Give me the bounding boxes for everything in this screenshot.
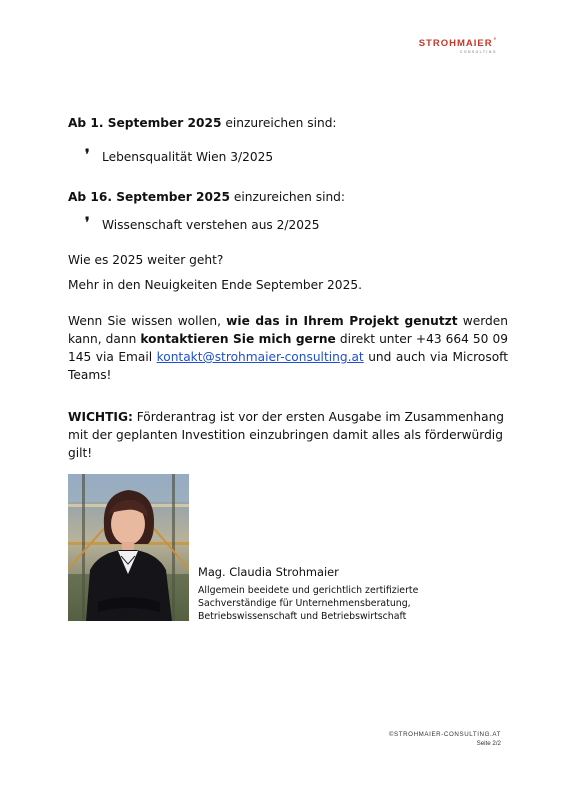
footer-website: ©STROHMAIER-CONSULTING.AT [388, 731, 501, 738]
bullet-icon: ❜ [85, 215, 90, 231]
signature-title-line-1: Allgemein beeidete und gerichtlich zertifizierte [198, 585, 419, 596]
letter-body [68, 114, 508, 462]
outlook-question: Wie es 2025 weiter geht? [68, 253, 224, 267]
deadline-heading-2: Ab 16. September 2025 einzureichen sind: [68, 190, 346, 204]
contact-paragraph: Wenn Sie wissen wollen, wie das in Ihrem Projekt genutzt werden kann, dann kontaktieren Sie mich gerne direkt unter +43 664 50 09 145 via Email kontakt@strohmaier-consulting.at und auch via Microsoft Teams! [68, 314, 509, 382]
deadline-heading-1: Ab 1. September 2025 einzureichen sind: [68, 116, 337, 130]
page-footer [389, 731, 501, 747]
logo-text: STROHMAIER [418, 38, 493, 50]
warning-paragraph: WICHTIG: Förderantrag ist vor der ersten Ausgabe im Zusammenhang mit der geplanten Investition einzubringen damit alles als förderwürdig gilt! [68, 410, 505, 460]
signature-title-line-3: Betriebswissenschaft und Betriebswirtschaft [198, 611, 407, 622]
outlook-answer: Mehr in den Neuigkeiten Ende September 2025. [68, 278, 362, 292]
company-logo [419, 38, 497, 54]
warning-label: WICHTIG: [68, 410, 133, 424]
email-link[interactable]: kontakt@strohmaier-consulting.at [156, 350, 364, 364]
signature-block [198, 565, 418, 623]
portrait-photo [68, 474, 189, 621]
signature-title-line-2: Sachverständige für Unternehmensberatung, [198, 598, 411, 609]
page-number: Seite 2/2 [476, 740, 501, 747]
logo-mark: ° [493, 38, 497, 44]
bullet-item-1: ❜ Lebensqualität Wien 3/2025 [85, 147, 274, 164]
logo-subtext: CONSULTING [459, 50, 497, 55]
bullet-item-2: ❜ Wissenschaft verstehen aus 2/2025 [85, 215, 320, 232]
signature-name: Mag. Claudia Strohmaier [198, 565, 339, 579]
bullet-icon: ❜ [85, 147, 90, 163]
